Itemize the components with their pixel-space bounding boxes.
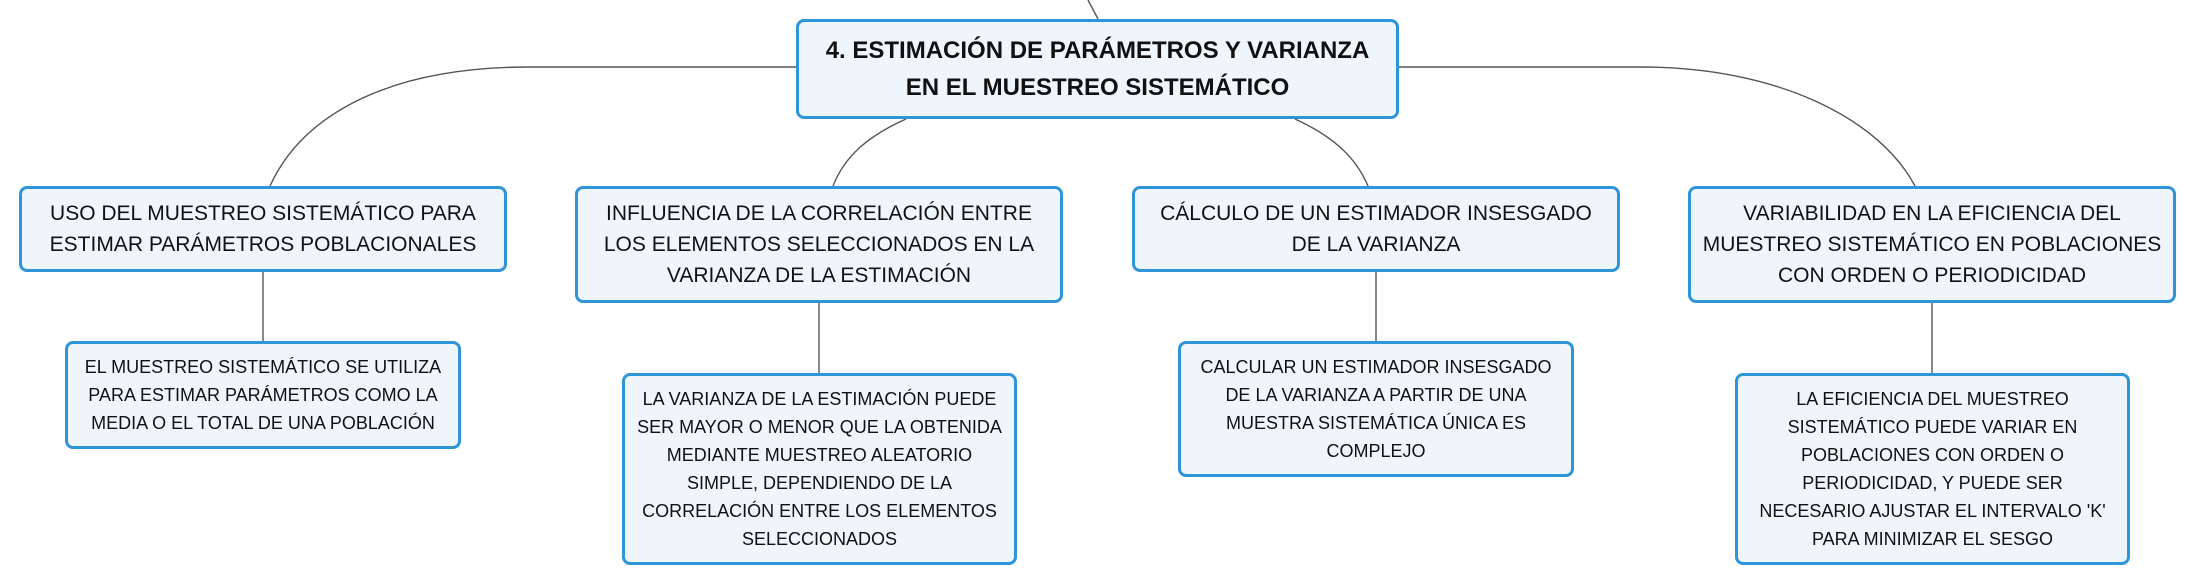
topic-label: VARIABILIDAD EN LA EFICIENCIA DEL MUESTREO SISTEMÁTICO EN POBLACIONES CON ORDEN O PERIODICIDAD <box>1702 202 2162 287</box>
topic-label: INFLUENCIA DE LA CORRELACIÓN ENTRE LOS ELEMENTOS SELECCIONADOS EN LA VARIANZA DE LA ESTIMACIÓN <box>603 202 1035 287</box>
connector-parent <box>1088 0 1098 19</box>
detail-influencia-correlacion[interactable] <box>622 373 1017 565</box>
central-topic-label: 4. ESTIMACIÓN DE PARÁMETROS Y VARIANZA EN EL MUESTREO SISTEMÁTICO <box>825 37 1370 101</box>
central-topic[interactable] <box>796 19 1399 119</box>
connector-root-topic-3 <box>1295 119 1368 186</box>
topic-variabilidad-eficiencia[interactable] <box>1688 186 2176 303</box>
detail-estimador-insesgado[interactable] <box>1178 341 1574 477</box>
topic-uso-muestreo[interactable] <box>19 186 507 272</box>
topic-label: USO DEL MUESTREO SISTEMÁTICO PARA ESTIMAR PARÁMETROS POBLACIONALES <box>49 202 477 256</box>
detail-text: LA VARIANZA DE LA ESTIMACIÓN PUEDE SER MAYOR O MENOR QUE LA OBTENIDA MEDIANTE MUESTREO ALEATORIO SIMPLE, DEPENDIENDO DE LA CORRELACIÓN ENTRE LOS ELEMENTOS SELECCIONADOS <box>637 389 1002 549</box>
topic-estimador-insesgado[interactable] <box>1132 186 1620 272</box>
connector-root-topic-4 <box>1399 67 1915 186</box>
connector-root-topic-1 <box>270 67 796 186</box>
detail-text: LA EFICIENCIA DEL MUESTREO SISTEMÁTICO PUEDE VARIAR EN POBLACIONES CON ORDEN O PERIODICIDAD, Y PUEDE SER NECESARIO AJUSTAR EL INTERVALO 'K' PARA MINIMIZAR EL SESGO <box>1759 389 2106 549</box>
topic-label: CÁLCULO DE UN ESTIMADOR INSESGADO DE LA VARIANZA <box>1160 202 1592 256</box>
detail-variabilidad-eficiencia[interactable] <box>1735 373 2130 565</box>
connector-root-topic-2 <box>833 119 906 186</box>
detail-text: EL MUESTREO SISTEMÁTICO SE UTILIZA PARA ESTIMAR PARÁMETROS COMO LA MEDIA O EL TOTAL DE UNA POBLACIÓN <box>84 357 442 433</box>
detail-text: CALCULAR UN ESTIMADOR INSESGADO DE LA VARIANZA A PARTIR DE UNA MUESTRA SISTEMÁTICA ÚNICA ES COMPLEJO <box>1200 357 1552 461</box>
topic-influencia-correlacion[interactable] <box>575 186 1063 303</box>
detail-uso-muestreo[interactable] <box>65 341 461 449</box>
